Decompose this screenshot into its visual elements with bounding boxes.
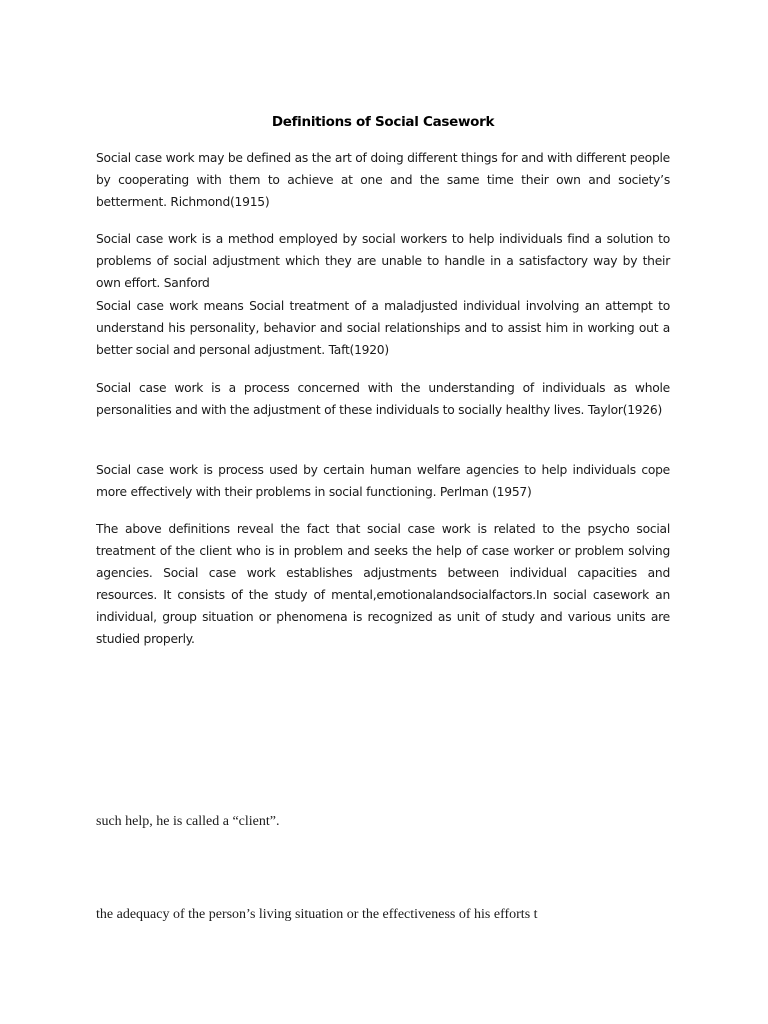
definition-taylor: Social case work is a process concerned with the understanding of individuals as whole personalities and with the adjustment of these individuals to socially healthy lives. Taylor(1926) xyxy=(96,381,670,417)
summary-paragraph: The above definitions reveal the fact that social case work is related to the psycho social treatment of the client who is in problem and seeks the help of case worker or problem solving agencies. Social case work establishes adjustments between individual capacities and resources. It consists of the study of mental,emotionalandsocialfactors.In social casework an individual, group situation or phenomena is recognized as unit of study and various units are studied properly. xyxy=(96,522,670,646)
definition-sanford: Social case work is a method employed by social workers to help individuals find a solution to problems of social adjustment which they are unable to handle in a satisfactory way by their own effort. Sanford xyxy=(96,232,670,290)
definition-perlman: Social case work is process used by certain human welfare agencies to help individuals cope more effectively with their problems in social functioning. Perlman (1957) xyxy=(96,463,670,499)
fragment-client: such help, he is called a “client”. xyxy=(96,814,280,829)
definition-taft: Social case work means Social treatment of a maladjusted individual involving an attempt to understand his personality, behavior and social relationships and to assist him in working out a better social and personal adjustment. Taft(1920) xyxy=(96,299,670,357)
definition-richmond: Social case work may be defined as the art of doing different things for and with different people by cooperating with them to achieve at one and the same time their own and society’s betterment. Richmond(1915) xyxy=(96,151,670,209)
fragment-adequacy: the adequacy of the person’s living situation or the effectiveness of his efforts t xyxy=(96,907,538,922)
page-title: Definitions of Social Casework xyxy=(271,114,495,130)
